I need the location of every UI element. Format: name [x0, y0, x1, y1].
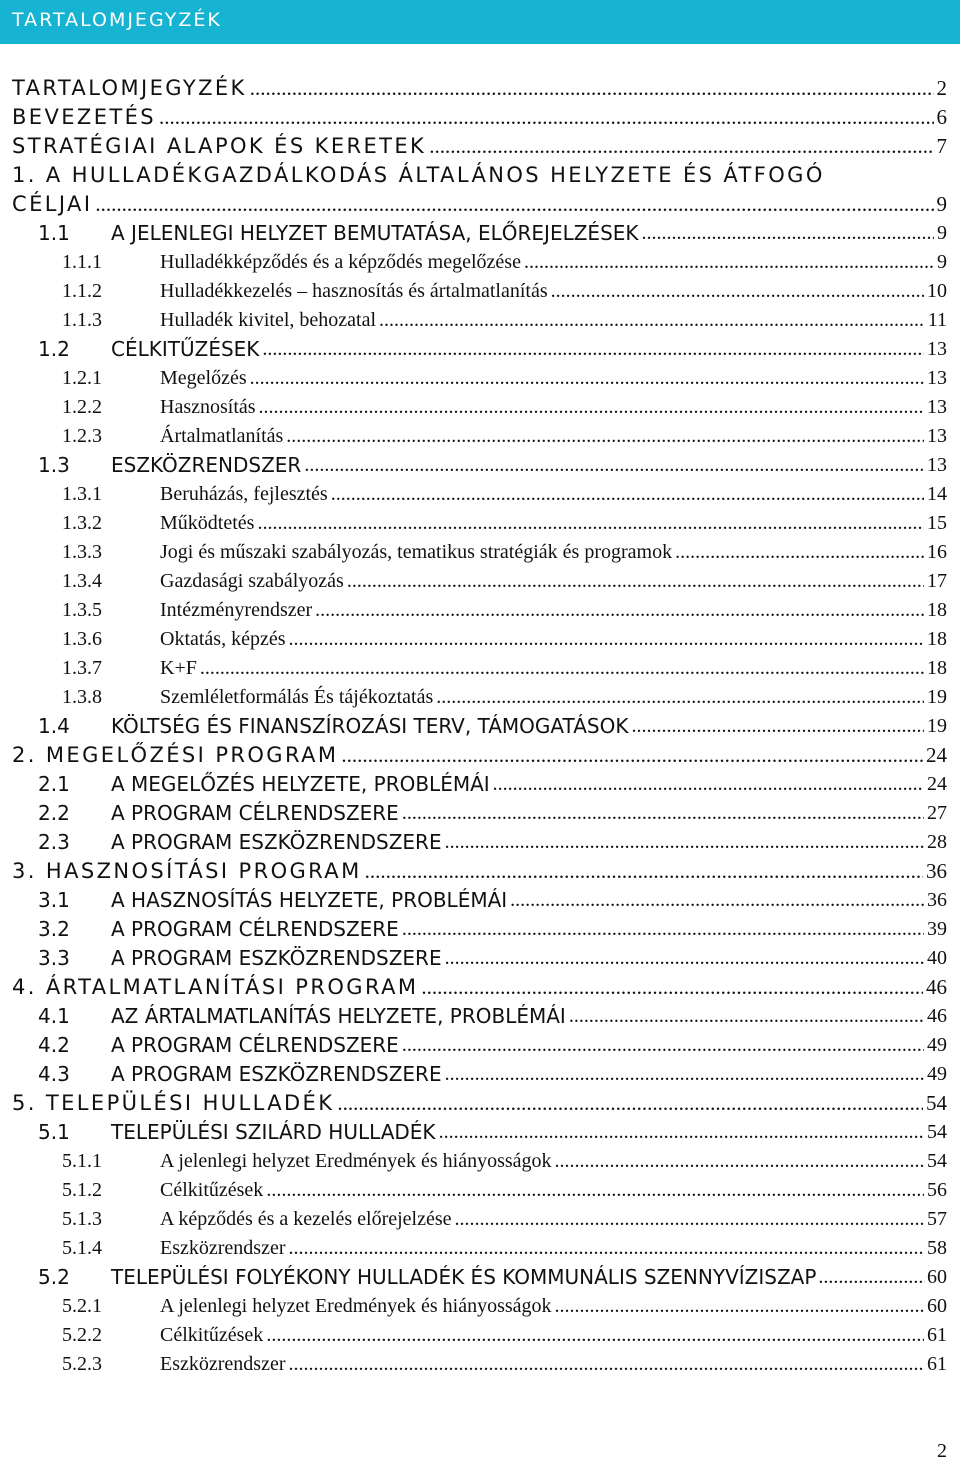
toc-entry-page: 15 — [927, 511, 947, 534]
toc-entry[interactable] — [0, 537, 960, 567]
toc-entry-title: Megelőzés — [160, 366, 247, 389]
toc-entry-number: 1.3.7 — [62, 656, 102, 679]
toc-entry-number: 1.3.2 — [62, 511, 102, 534]
toc-entry[interactable] — [0, 1291, 960, 1321]
dot-leader — [259, 396, 924, 419]
dot-leader — [159, 105, 934, 130]
dot-leader — [331, 483, 924, 506]
dot-leader — [402, 1034, 924, 1057]
dot-leader — [445, 831, 924, 854]
dot-leader — [250, 76, 934, 101]
toc-entry[interactable] — [0, 653, 960, 683]
toc-entry-title: TARTALOMJEGYZÉK — [12, 76, 247, 100]
toc-entry-page: 13 — [927, 366, 947, 389]
toc-entry-title: AZ ÁRTALMATLANÍTÁS HELYZETE, PROBLÉMÁI — [111, 1004, 566, 1028]
dot-leader — [493, 773, 924, 796]
toc-entry[interactable] — [0, 1117, 960, 1147]
dot-leader — [286, 425, 924, 448]
toc-entry-page: 49 — [927, 1033, 947, 1056]
toc-entry-title: 5. TELEPÜLÉSI HULLADÉK — [12, 1091, 335, 1115]
toc-entry[interactable] — [0, 160, 960, 190]
toc-entry-page: 13 — [927, 424, 947, 447]
dot-leader — [257, 512, 924, 535]
toc-entry-page: 46 — [926, 974, 947, 999]
dot-leader — [250, 367, 924, 390]
toc-entry-number: 2.2 — [38, 801, 70, 825]
toc-entry-page: 14 — [927, 482, 947, 505]
toc-entry-title: A MEGELŐZÉS HELYZETE, PROBLÉMÁI — [111, 772, 490, 796]
toc-entry[interactable] — [0, 508, 960, 538]
toc-entry[interactable] — [0, 914, 960, 944]
dot-leader — [555, 1295, 924, 1318]
dot-leader — [569, 1005, 924, 1028]
toc-entry[interactable] — [0, 247, 960, 277]
toc-entry[interactable] — [0, 392, 960, 422]
toc-entry-title: A jelenlegi helyzet Eredmények és hiányosságok — [160, 1294, 552, 1317]
toc-entry-title: A PROGRAM CÉLRENDSZERE — [111, 1033, 399, 1057]
toc-entry-title: 3. HASZNOSÍTÁSI PROGRAM — [12, 859, 362, 883]
toc-entry-number: 4.2 — [38, 1033, 70, 1057]
toc-entry-page: 13 — [927, 395, 947, 418]
toc-entry-page: 28 — [927, 830, 947, 853]
toc-entry[interactable] — [0, 1175, 960, 1205]
toc-entry-number: 5.1.2 — [62, 1178, 102, 1201]
toc-entry[interactable] — [0, 73, 960, 103]
toc-entry[interactable] — [0, 1030, 960, 1060]
toc-entry-page: 36 — [926, 858, 947, 883]
dot-leader — [315, 599, 924, 622]
toc-entry-page: 18 — [927, 598, 947, 621]
toc-entry[interactable] — [0, 189, 960, 219]
toc-entry-page: 13 — [927, 453, 947, 476]
toc-entry-page: 60 — [927, 1265, 947, 1288]
toc-entry-title: Célkitűzések — [160, 1178, 264, 1201]
dot-leader — [510, 889, 924, 912]
toc-entry-number: 1.3.5 — [62, 598, 102, 621]
dot-leader — [551, 280, 924, 303]
toc-entry[interactable] — [0, 305, 960, 335]
toc-entry-title: Gazdasági szabályozás — [160, 569, 344, 592]
dot-leader — [379, 309, 925, 332]
toc-entry-number: 1.1.1 — [62, 250, 102, 273]
toc-entry-page: 54 — [927, 1149, 947, 1172]
toc-entry-number: 5.2.3 — [62, 1352, 102, 1375]
toc-entry-title: K+F — [160, 656, 197, 679]
toc-entry-page: 27 — [927, 801, 947, 824]
toc-entry-number: 1.3.3 — [62, 540, 102, 563]
toc-entry-title: Beruházás, fejlesztés — [160, 482, 328, 505]
toc-entry-page: 6 — [936, 104, 947, 129]
toc-entry[interactable] — [0, 1059, 960, 1089]
toc-entry-number: 1.1 — [38, 221, 70, 245]
toc-entry-number: 4.3 — [38, 1062, 70, 1086]
toc-entry-title: TELEPÜLÉSI FOLYÉKONY HULLADÉK ÉS KOMMUNÁLIS SZENNYVÍZISZAP — [111, 1265, 817, 1289]
toc-entry[interactable] — [0, 421, 960, 451]
toc-entry-title: BEVEZETÉS — [12, 105, 156, 129]
toc-entry-page: 54 — [927, 1120, 947, 1143]
toc-entry[interactable] — [0, 1001, 960, 1031]
toc-entry-page: 24 — [926, 742, 947, 767]
toc-entry-number: 5.1.1 — [62, 1149, 102, 1172]
toc-entry[interactable] — [0, 740, 960, 770]
dot-leader — [337, 1091, 923, 1116]
toc-entry-number: 1.1.2 — [62, 279, 102, 302]
toc-entry-title: A PROGRAM ESZKÖZRENDSZERE — [111, 830, 442, 854]
toc-entry[interactable] — [0, 798, 960, 828]
toc-entry-number: 1.1.3 — [62, 308, 102, 331]
toc-entry[interactable] — [0, 827, 960, 857]
toc-entry-title: Ártalmatlanítás — [160, 424, 284, 447]
toc-entry[interactable] — [0, 1088, 960, 1118]
toc-entry-title: ESZKÖZRENDSZER — [111, 453, 302, 477]
toc-entry-page: 2 — [936, 75, 947, 100]
toc-entry-title: STRATÉGIAI ALAPOK ÉS KERETEK — [12, 134, 427, 158]
dot-leader — [289, 628, 924, 651]
toc-entry-number: 1.3.8 — [62, 685, 102, 708]
toc-entry-title: Működtetés — [160, 511, 255, 534]
toc-entry-page: 9 — [937, 250, 947, 273]
toc-entry-number: 1.3.6 — [62, 627, 102, 650]
toc-entry-title: CÉLKITŰZÉSEK — [111, 337, 260, 361]
toc-entry-title: TELEPÜLÉSI SZILÁRD HULLADÉK — [111, 1120, 436, 1144]
toc-entry-title: KÖLTSÉG ÉS FINANSZÍROZÁSI TERV, TÁMOGATÁSOK — [111, 714, 629, 738]
dot-leader — [436, 686, 924, 709]
dot-leader — [429, 134, 933, 159]
toc-entry[interactable] — [0, 1233, 960, 1263]
toc-entry-number: 1.3.1 — [62, 482, 102, 505]
dot-leader — [95, 192, 933, 217]
toc-entry-title: Jogi és műszaki szabályozás, tematikus stratégiák és programok — [160, 540, 673, 563]
toc-entry[interactable] — [0, 218, 960, 248]
toc-entry-page: 40 — [927, 946, 947, 969]
toc-entry[interactable] — [0, 943, 960, 973]
toc-entry-number: 5.2.2 — [62, 1323, 102, 1346]
toc-entry-number: 1.4 — [38, 714, 70, 738]
toc-entry-page: 49 — [927, 1062, 947, 1085]
dot-leader — [818, 1266, 925, 1289]
toc-entry-page: 9 — [936, 191, 947, 216]
toc-entry-number: 3.3 — [38, 946, 70, 970]
toc-entry-title: A PROGRAM CÉLRENDSZERE — [111, 801, 399, 825]
toc-entry[interactable] — [0, 363, 960, 393]
dot-leader — [262, 338, 924, 361]
toc-entry-title: A HASZNOSÍTÁS HELYZETE, PROBLÉMÁI — [111, 888, 508, 912]
toc-entry-number: 2.1 — [38, 772, 70, 796]
toc-entry[interactable] — [0, 1320, 960, 1350]
page-number: 2 — [937, 1440, 947, 1462]
toc-entry-title: A jelenlegi helyzet Eredmények és hiányosságok — [160, 1149, 552, 1172]
toc-entry-title: A PROGRAM ESZKÖZRENDSZERE — [111, 1062, 442, 1086]
dot-leader — [289, 1237, 925, 1260]
toc-entry-number: 5.1 — [38, 1120, 70, 1144]
toc-entry[interactable] — [0, 972, 960, 1002]
toc-entry-page: 13 — [927, 337, 947, 360]
toc-entry-page: 60 — [927, 1294, 947, 1317]
dot-leader — [304, 454, 924, 477]
toc-entry-title: 1. A HULLADÉKGAZDÁLKODÁS ÁLTALÁNOS HELYZETE ÉS ÁTFOGÓ — [12, 163, 825, 187]
toc-entry[interactable] — [0, 450, 960, 480]
toc-entry[interactable] — [0, 1349, 960, 1379]
dot-leader — [524, 251, 934, 274]
toc-entry[interactable] — [0, 276, 960, 306]
toc-entry-title: 2. MEGELŐZÉSI PROGRAM — [12, 743, 339, 767]
toc-entry[interactable] — [0, 131, 960, 161]
toc-entry[interactable] — [0, 624, 960, 654]
toc-entry-page: 61 — [927, 1352, 947, 1375]
toc-entry-page: 36 — [927, 888, 947, 911]
dot-leader — [455, 1208, 924, 1231]
toc-entry-number: 2.3 — [38, 830, 70, 854]
toc-entry-page: 39 — [927, 917, 947, 940]
toc-entry[interactable] — [0, 334, 960, 364]
toc-entry[interactable] — [0, 682, 960, 712]
toc-entry[interactable] — [0, 769, 960, 799]
toc-entry-title: Szemléletformálás És tájékoztatás — [160, 685, 434, 708]
toc-entry-number: 5.1.3 — [62, 1207, 102, 1230]
dot-leader — [266, 1179, 924, 1202]
toc-entry-page: 61 — [927, 1323, 947, 1346]
dot-leader — [402, 918, 924, 941]
toc-entry[interactable] — [0, 595, 960, 625]
toc-entry[interactable] — [0, 1146, 960, 1176]
toc-entry[interactable] — [0, 102, 960, 132]
dot-leader — [555, 1150, 924, 1173]
toc-entry-number: 3.1 — [38, 888, 70, 912]
toc-entry-page: 18 — [927, 627, 947, 650]
toc-entry-title: A PROGRAM ESZKÖZRENDSZERE — [111, 946, 442, 970]
toc-entry-number: 1.2 — [38, 337, 70, 361]
toc-entry-title: Hulladékképződés és a képződés megelőzése — [160, 250, 521, 273]
toc-entry-number: 5.1.4 — [62, 1236, 102, 1259]
dot-leader — [445, 947, 924, 970]
dot-leader — [631, 715, 924, 738]
toc-entry-title: Célkitűzések — [160, 1323, 264, 1346]
dot-leader — [642, 222, 934, 245]
toc-entry-page: 19 — [927, 714, 947, 737]
toc-entry-page: 7 — [936, 133, 947, 158]
toc-entry-page: 58 — [927, 1236, 947, 1259]
toc-entry-page: 19 — [927, 685, 947, 708]
toc-entry[interactable] — [0, 479, 960, 509]
banner-title: TARTALOMJEGYZÉK — [12, 9, 222, 31]
dot-leader — [675, 541, 924, 564]
toc-entry-title: Oktatás, képzés — [160, 627, 286, 650]
dot-leader — [439, 1121, 924, 1144]
toc-entry-number: 1.2.2 — [62, 395, 102, 418]
toc-entry-number: 1.2.1 — [62, 366, 102, 389]
toc-entry-title: Eszközrendszer — [160, 1352, 286, 1375]
toc-entry-title: Intézményrendszer — [160, 598, 313, 621]
toc-entry-number: 3.2 — [38, 917, 70, 941]
toc-entry-title: A képződés és a kezelés előrejelzése — [160, 1207, 452, 1230]
dot-leader — [365, 859, 923, 884]
dot-leader — [421, 975, 923, 1000]
toc-entry-page: 9 — [937, 221, 947, 244]
toc-entry-page: 18 — [927, 656, 947, 679]
toc-entry-title: Hulladékkezelés – hasznosítás és ártalmatlanítás — [160, 279, 548, 302]
toc-entry-page: 57 — [927, 1207, 947, 1230]
toc-entry-title: CÉLJAI — [12, 192, 93, 216]
dot-leader — [266, 1324, 924, 1347]
toc-entry-number: 5.2 — [38, 1265, 70, 1289]
toc-entry-page: 54 — [926, 1090, 947, 1115]
toc-entry-page: 10 — [927, 279, 947, 302]
toc-entry-page: 11 — [927, 308, 947, 331]
toc-entry[interactable] — [0, 1262, 960, 1292]
dot-leader — [402, 802, 924, 825]
toc-entry-number: 1.3.4 — [62, 569, 102, 592]
toc-entry-title: A PROGRAM CÉLRENDSZERE — [111, 917, 399, 941]
toc-entry[interactable] — [0, 856, 960, 886]
toc-entry-title: Hasznosítás — [160, 395, 256, 418]
dot-leader — [445, 1063, 924, 1086]
toc-entry-number: 5.2.1 — [62, 1294, 102, 1317]
toc-entry-title: Eszközrendszer — [160, 1236, 286, 1259]
toc-entry-number: 4.1 — [38, 1004, 70, 1028]
toc-entry-number: 1.2.3 — [62, 424, 102, 447]
toc-entry-page: 46 — [927, 1004, 947, 1027]
dot-leader — [341, 743, 923, 768]
toc-entry-number: 1.3 — [38, 453, 70, 477]
dot-leader — [347, 570, 924, 593]
toc-entry[interactable] — [0, 885, 960, 915]
toc-entry[interactable] — [0, 1204, 960, 1234]
toc-entry-title: Hulladék kivitel, behozatal — [160, 308, 377, 331]
toc-entry[interactable] — [0, 711, 960, 741]
toc-entry[interactable] — [0, 566, 960, 596]
toc-entry-title: 4. ÁRTALMATLANÍTÁSI PROGRAM — [12, 975, 419, 999]
toc-entry-page: 17 — [927, 569, 947, 592]
toc-entry-title: A JELENLEGI HELYZET BEMUTATÁSA, ELŐREJELZÉSEK — [111, 221, 639, 245]
toc-entry-page: 24 — [927, 772, 947, 795]
dot-leader — [200, 657, 924, 680]
dot-leader — [289, 1353, 925, 1376]
toc-entry-page: 16 — [927, 540, 947, 563]
toc-entry-page: 56 — [927, 1178, 947, 1201]
